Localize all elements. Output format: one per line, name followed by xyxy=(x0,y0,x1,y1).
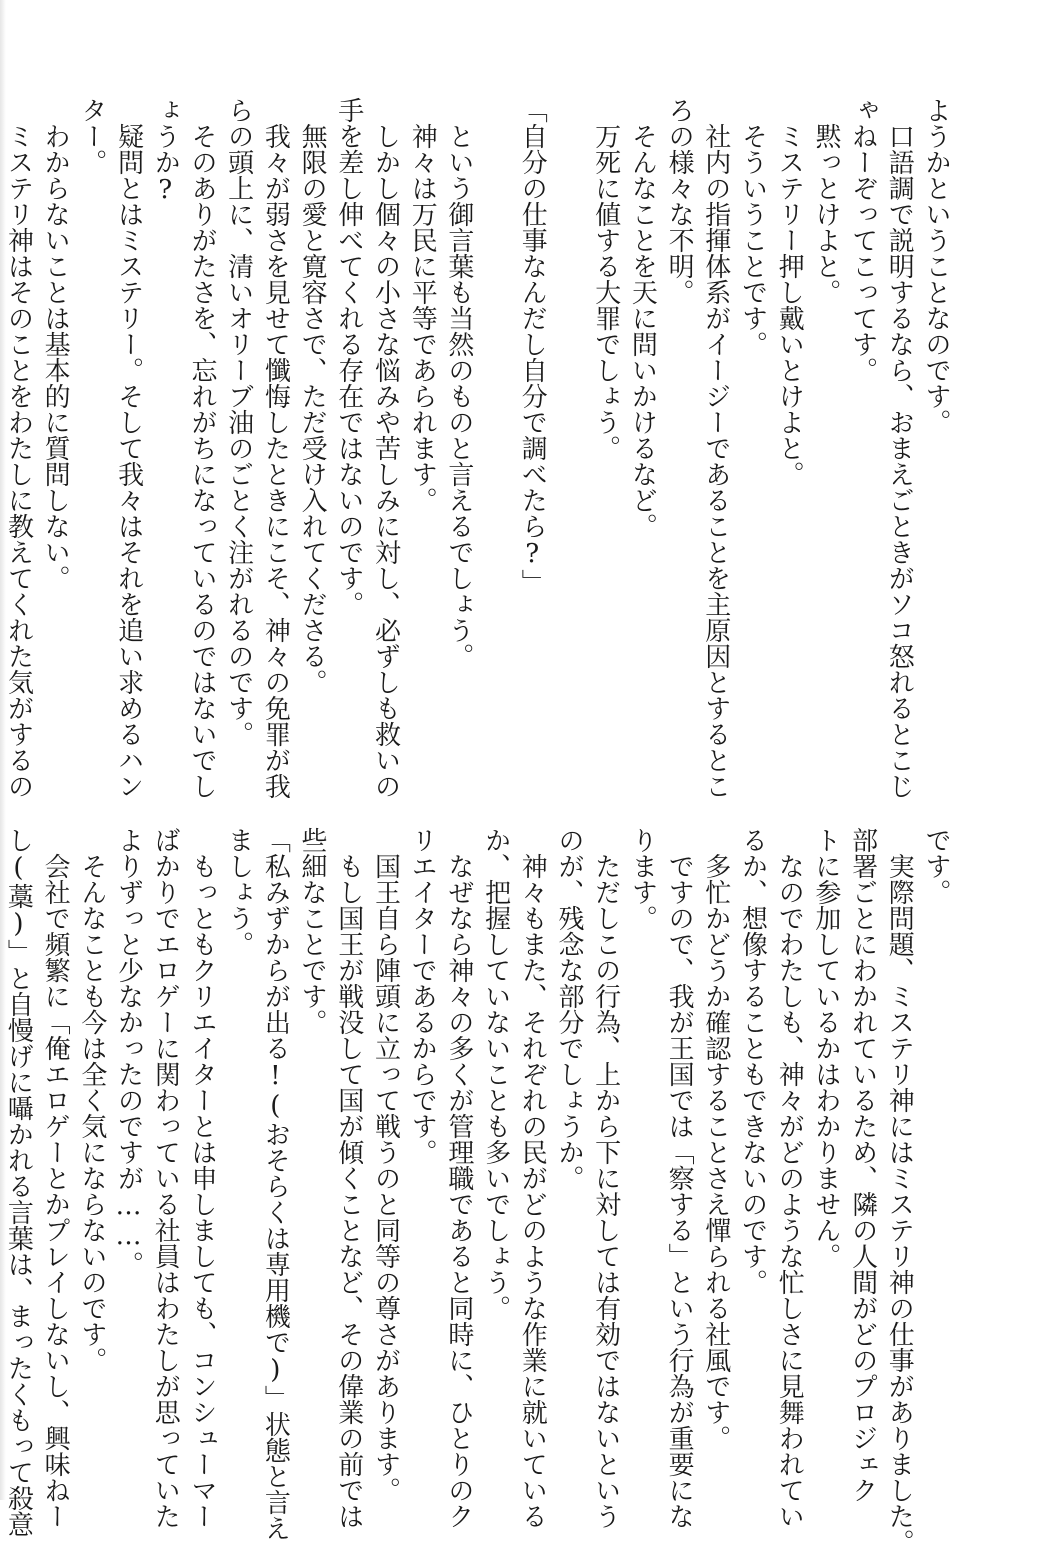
upper-text-line: 万死に値する大罪でしょう。 xyxy=(590,97,621,461)
upper-text-line: ろの様々な不明。 xyxy=(664,97,695,305)
lower-text-line: ただしこの行為、上から下に対しては有効ではないという xyxy=(590,827,621,1529)
lower-text-line: し(藁)」と自慢げに囁かれる言葉は、まったくもって殺意 xyxy=(3,827,34,1537)
upper-text-line: そういうことです。 xyxy=(737,97,768,357)
upper-text-line xyxy=(550,97,587,737)
lower-text-line: なのでわたしも、神々がどのような忙しさに見舞われてい xyxy=(774,827,805,1529)
upper-text-line: そんなことを天に問いかけるなど。 xyxy=(627,97,658,539)
upper-text-line: らの頭上に、清いオリーブ油のごとく注がれるのです。 xyxy=(223,97,254,747)
lower-text-line: 会社で頻繁に「俺エロゲーとかプレイしないし、興味ねー xyxy=(40,827,71,1529)
lower-text-block xyxy=(3,827,954,1555)
upper-text-line: 無限の愛と寛容さで、ただ受け入れてくださる。 xyxy=(297,97,328,695)
upper-text-line: ようかということなのです。 xyxy=(921,97,951,435)
upper-text-line xyxy=(477,97,514,737)
upper-text-line: 黙っとけよと。 xyxy=(810,97,841,305)
upper-text-line: ミステリー押し戴いとけよと。 xyxy=(774,97,805,487)
upper-text-line: 神々は万民に平等であられます。 xyxy=(407,97,438,513)
upper-text-line: 「自分の仕事なんだし自分で調べたら?」 xyxy=(517,97,548,595)
lower-text-line: か、把握していないことも多いでしょう。 xyxy=(480,827,511,1321)
lower-text-line: です。 xyxy=(921,827,951,905)
lower-text-line: もし国王が戦没して国が傾くことなど、その偉業の前では xyxy=(333,827,364,1529)
upper-text-line: ター。 xyxy=(76,97,107,175)
lower-text-line: もっともクリエイターとは申しましても、コンシューマー xyxy=(186,827,217,1529)
upper-text-line: わからないことは基本的に質問しない。 xyxy=(40,97,71,591)
lower-text-line: 多忙かどうか確認することさえ憚られる社風です。 xyxy=(700,827,731,1451)
lower-text-line: よりずっと少なかったのですが……。 xyxy=(113,827,144,1277)
upper-text-line: 口語調で説明するなら、おまえごときがソコ怒れるとこじ xyxy=(884,97,915,799)
lower-text-line: 「私みずからが出る!(おそらくは専用機で)」状態と言え xyxy=(260,827,291,1541)
lower-text-line: トに参加しているかはわかりません。 xyxy=(810,827,841,1269)
upper-text-line: ミステリ神はそのことをわたしに教えてくれた気がするの xyxy=(3,97,34,799)
lower-text-line: そんなことも今は全く気にならないのです。 xyxy=(76,827,107,1373)
upper-text-line: ゃねーぞってこってす。 xyxy=(847,97,878,383)
upper-text-line: 社内の指揮体系がイージーであることを主原因とするとこ xyxy=(700,97,731,799)
lower-text-line: なぜなら神々の多くが管理職であると同時に、ひとりのク xyxy=(443,827,474,1529)
lower-text-line: 些細なことです。 xyxy=(297,827,328,1035)
lower-text-line: ですので、我が王国では「察する」という行為が重要にな xyxy=(664,827,695,1529)
upper-text-line: という御言葉も当然のものと言えるでしょう。 xyxy=(443,97,474,669)
lower-text-line: 国王自ら陣頭に立って戦うのと同等の尊さがあります。 xyxy=(370,827,401,1503)
upper-text-line: そのありがたさを、忘れがちになっているのではないでし xyxy=(186,97,217,799)
lower-text-line: ります。 xyxy=(627,827,658,931)
lower-text-line: るか、想像することもできないのです。 xyxy=(737,827,768,1295)
upper-text-line: 手を差し伸べてくれる存在ではないのです。 xyxy=(333,97,364,617)
upper-text-block xyxy=(3,97,954,799)
lower-text-line: ましょう。 xyxy=(223,827,254,957)
lower-text-line: 実際問題、ミステリ神にはミステリ神の仕事がありました。 xyxy=(884,827,915,1555)
lower-text-line: 神々もまた、それぞれの民がどのような作業に就いている xyxy=(517,827,548,1529)
upper-text-line: 疑問とはミステリー。そして我々はそれを追い求めるハン xyxy=(113,97,144,799)
upper-text-line: ょうか? xyxy=(150,97,181,205)
lower-text-line: 部署ごとにわかれているため、隣の人間がどのプロジェク xyxy=(847,827,878,1503)
upper-text-line: しかし個々の小さな悩みや苦しみに対し、必ずしも救いの xyxy=(370,97,401,799)
lower-text-line: リエイターであるからです。 xyxy=(407,827,438,1165)
lower-text-line: ばかりでエロゲーに関わっている社員はわたしが思っていた xyxy=(150,827,181,1529)
lower-text-line: のが、残念な部分でしょうか。 xyxy=(553,827,584,1191)
upper-text-line: 我々が弱さを見せて懺悔したときにこそ、神々の免罪が我 xyxy=(260,97,291,799)
